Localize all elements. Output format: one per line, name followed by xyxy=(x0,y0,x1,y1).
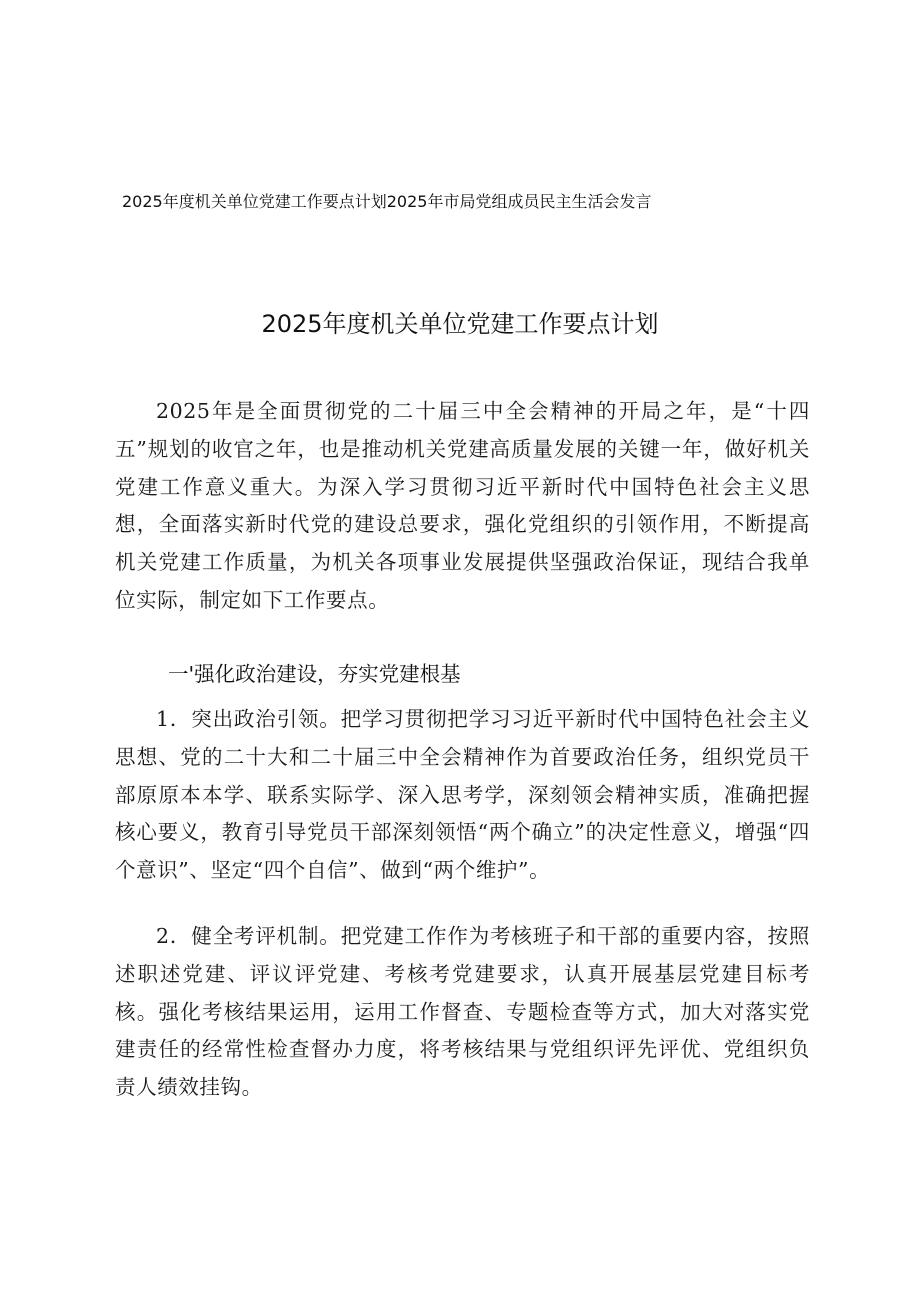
document-title: 2025年度机关单位党建工作要点计划 xyxy=(261,310,659,338)
intro-paragraph: 2025年是全面贯彻党的二十届三中全会精神的开局之年，是“十四五”规划的收官之年，也是推动机关党建高质量发展的关键一年，做好机关党建工作意义重大。为深入学习贯彻习近平新时代中国特色社会主义思想，全面落实新时代党的建设总要求，强化党组织的引领作用，不断提高机关党建工作质量，为机关各项事业发展提供坚强政治保证，现结合我单位实际，制定如下工作要点。 xyxy=(115,399,810,612)
section-heading: 一'强化政治建设，夯实党建根基 xyxy=(168,662,461,686)
section-item-1: 1．突出政治引领。把学习贯彻把学习习近平新时代中国特色社会主义思想、党的二十大和二十届三中全会精神作为首要政治任务，组织党员干部原原本本学、联系实际学、深入思考学，深刻领会精神实质，准确把握核心要义，教育引导党员干部深刻领悟“两个确立”的决定性意义，增强“四个意识”、坚定“四个自信”、做到“两个维护”。 xyxy=(115,707,810,883)
section-item-2: 2．健全考评机制。把党建工作作为考核班子和干部的重要内容，按照述职述党建、评议评党建、考核考党建要求，认真开展基层党建目标考核。强化考核结果运用，运用工作督查、专题检查等方式，加大对落实党建责任的经常性检查督办力度，将考核结果与党组织评先评优、党组织负责人绩效挂钩。 xyxy=(115,924,810,1100)
header-combined-title: 2025年度机关单位党建工作要点计划2025年市局党组成员民主生活会发言 xyxy=(122,192,652,211)
